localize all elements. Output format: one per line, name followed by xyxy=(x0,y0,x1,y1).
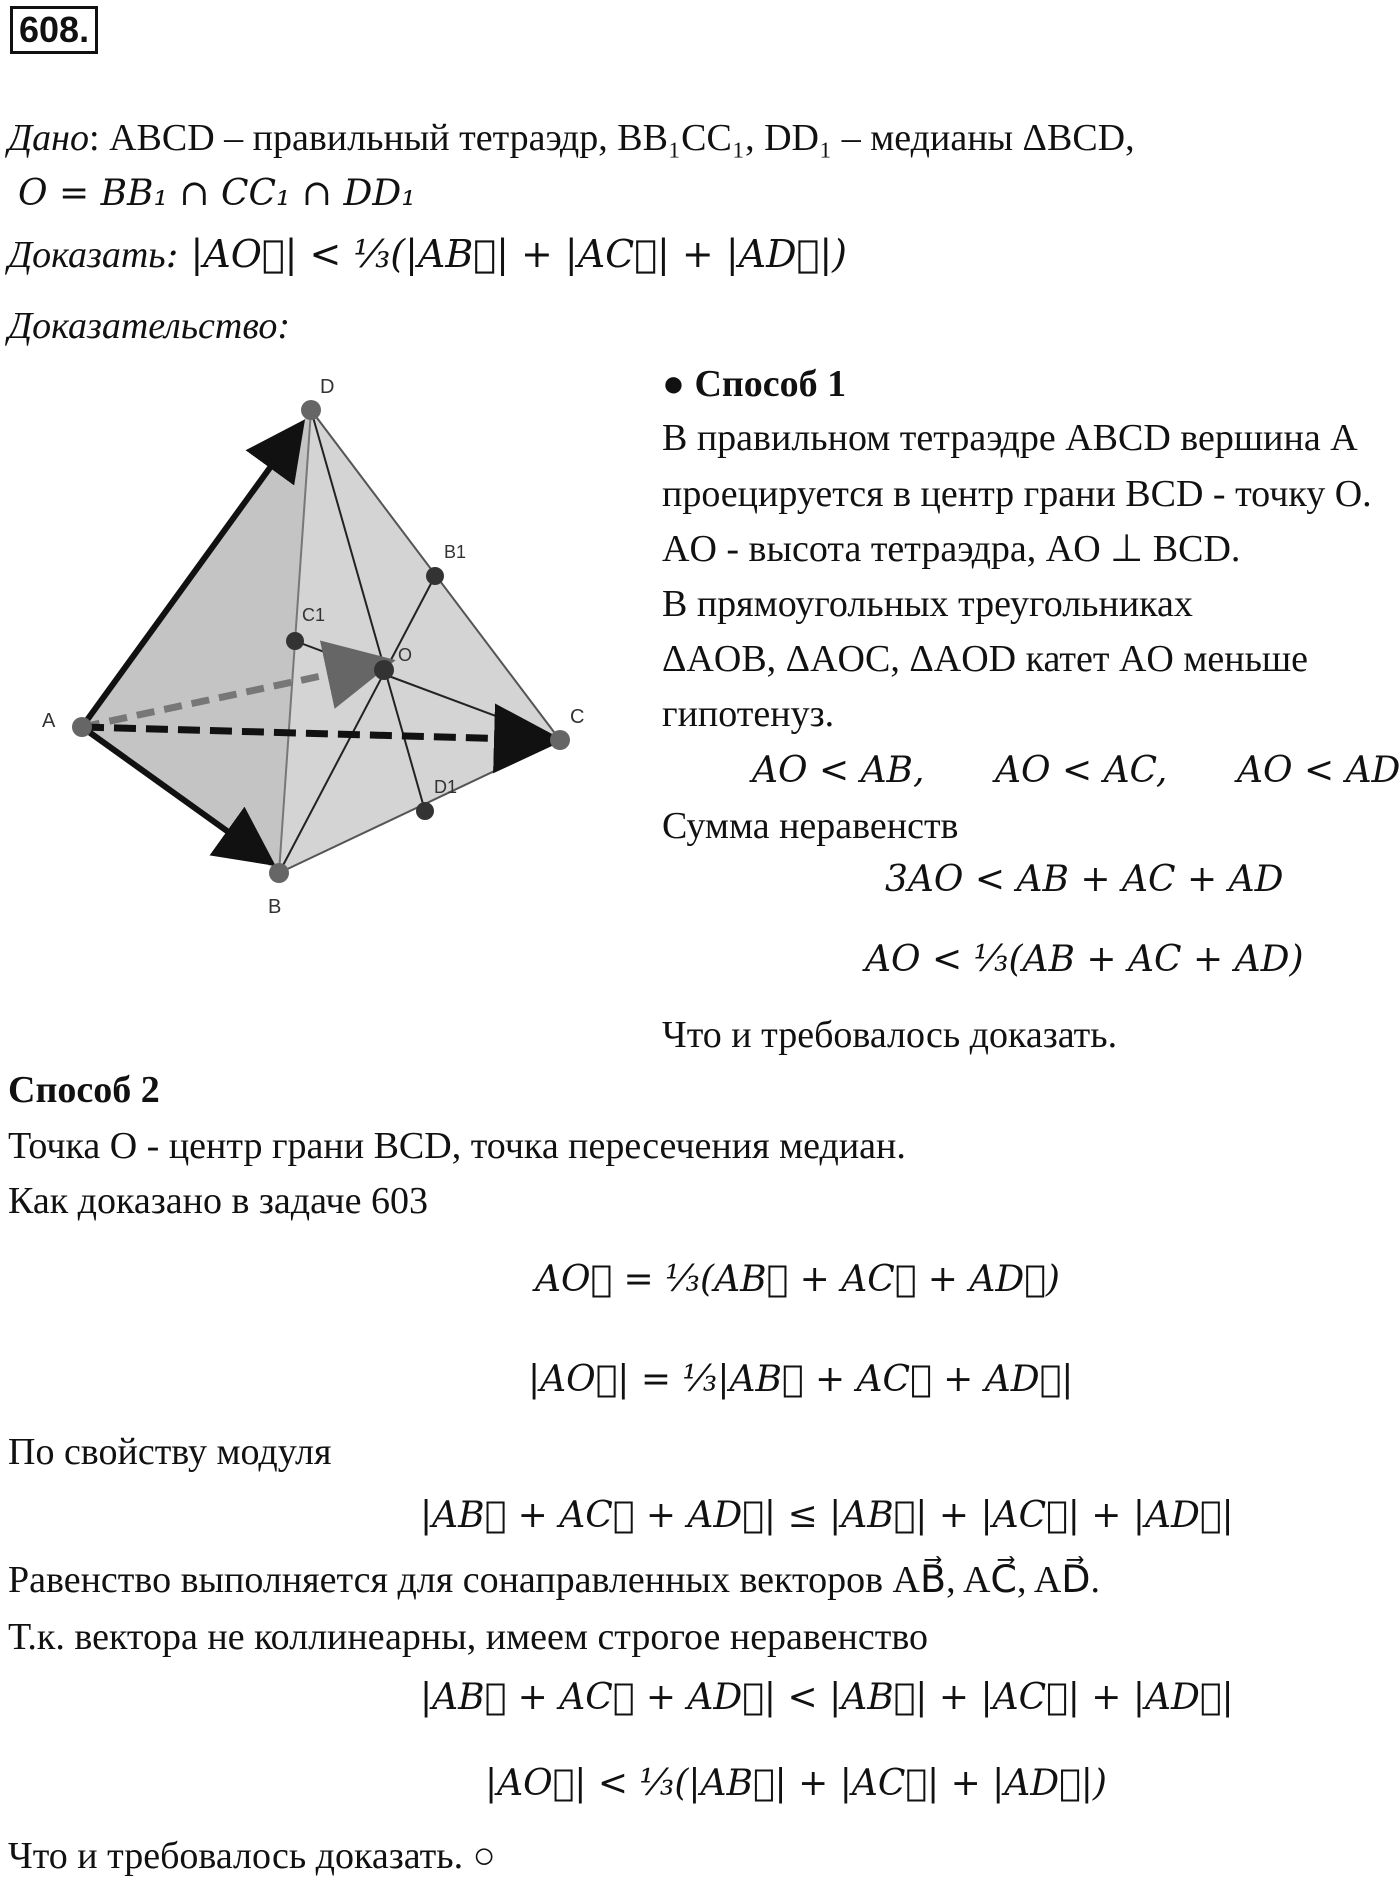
method2-eq-2: |AO⃗| = ⅓|AB⃗ + AC⃗ + AD⃗| xyxy=(528,1359,1074,1400)
method1-line-3: AO - высота тетраэдра, AO ⊥ BCD. xyxy=(662,528,1241,570)
point-b xyxy=(269,863,289,883)
point-c xyxy=(550,730,570,750)
prove-line xyxy=(8,232,847,277)
method1-line-1: В правильном тетраэдре ABCD вершина A xyxy=(662,417,1358,459)
method1-ineq-2: AO < AC, xyxy=(995,750,1168,791)
method2-prop-label: По свойству модуля xyxy=(8,1431,332,1473)
method1-ineq-3: AO < AD xyxy=(1237,750,1400,791)
point-b1 xyxy=(426,567,444,585)
proof-label: Доказательство: xyxy=(8,305,291,347)
point-c1 xyxy=(286,632,304,650)
method2-eq-1: AO⃗ = ⅓(AB⃗ + AC⃗ + AD⃗) xyxy=(535,1259,1060,1300)
face-abd xyxy=(82,410,311,873)
method2-eq-4: |AB⃗ + AC⃗ + AD⃗| < |AB⃗| + |AC⃗| + |AD⃗| xyxy=(420,1677,1234,1718)
method2-line-3: Равенство выполняется для сонаправленных векторов AB⃗, AC⃗, AD⃗. xyxy=(8,1559,1101,1601)
point-d xyxy=(301,400,321,420)
method1-line-4: В прямоугольных треугольниках xyxy=(662,583,1193,625)
given-label: Дано xyxy=(8,117,90,159)
method1-sum-eq: 3AO < AB + AC + AD xyxy=(885,859,1284,900)
method1-line-6: гипотенуз. xyxy=(662,693,835,735)
tetrahedron-figure xyxy=(30,365,630,925)
prove-label: Доказать xyxy=(8,234,166,276)
prove-statement: : |AO⃗| < ⅓(|AB⃗| + |AC⃗| + |AD⃗|) xyxy=(165,232,847,276)
point-o xyxy=(374,660,394,680)
method2-line-2: Как доказано в задаче 603 xyxy=(8,1180,428,1222)
method2-eq-5: |AO⃗| < ⅓(|AB⃗| + |AC⃗| + |AD⃗|) xyxy=(485,1763,1107,1804)
tetrahedron-svg xyxy=(30,365,630,925)
label-c: C xyxy=(570,706,585,728)
method2-title: Способ 2 xyxy=(8,1069,160,1111)
method2-eq-3: |AB⃗ + AC⃗ + AD⃗| ≤ |AB⃗| + |AC⃗| + |AD⃗| xyxy=(420,1495,1234,1536)
label-d1: D1 xyxy=(434,777,458,797)
method2-qed: Что и требовалось доказать. ○ xyxy=(8,1835,496,1877)
given-line-2: O = BB₁ ∩ CC₁ ∩ DD₁ xyxy=(18,173,416,214)
point-d1 xyxy=(416,802,434,820)
problem-number: 608. xyxy=(10,6,98,54)
face-bcd xyxy=(279,410,560,873)
method1-qed: Что и требовалось доказать. xyxy=(662,1014,1118,1056)
label-b1: B1 xyxy=(444,542,467,562)
label-o: O xyxy=(398,645,413,665)
method1-sum-label: Сумма неравенств xyxy=(662,805,959,847)
method1-line-5: ΔAOB, ΔAOC, ΔAOD катет AO меньше xyxy=(662,638,1309,680)
given-text: : ABCD – правильный тетраэдр, BB₁CC₁, DD₁ – медианы ΔBCD, xyxy=(89,117,1135,159)
method1-line-2: проецируется в центр грани BCD - точку O. xyxy=(662,473,1372,515)
label-c1: C1 xyxy=(302,605,326,625)
method1-title: ● Способ 1 xyxy=(662,363,847,405)
method1-result: AO < ⅓(AB + AC + AD) xyxy=(865,939,1304,980)
method1-ineq-1: AO < AB, xyxy=(752,750,925,791)
label-a: A xyxy=(42,710,56,732)
given-line-1 xyxy=(8,116,1135,160)
point-a xyxy=(72,717,92,737)
label-d: D xyxy=(320,376,335,398)
method2-line-1: Точка O - центр грани BCD, точка пересечения медиан. xyxy=(8,1125,906,1167)
label-b: B xyxy=(268,896,282,918)
method2-line-4: Т.к. вектора не коллинеарны, имеем строгое неравенство xyxy=(8,1616,928,1658)
